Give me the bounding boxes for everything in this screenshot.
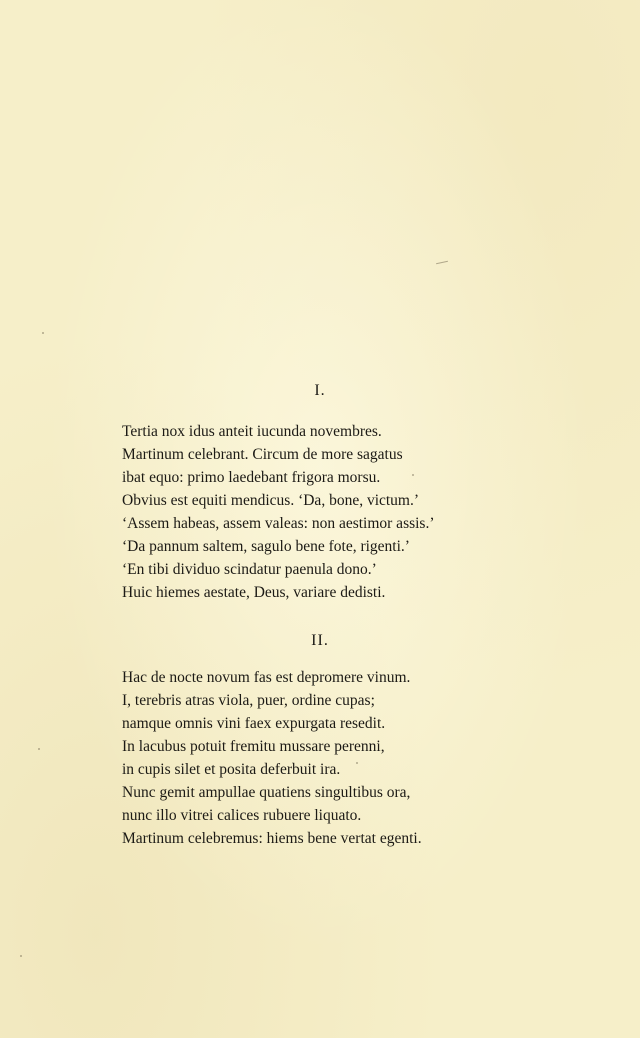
verse-line: Nunc gemit ampullae quatiens singultibus ora, [122, 784, 411, 801]
verse-line: Huic hiemes aestate, Deus, variare dedisti. [122, 584, 386, 601]
paper-speck [38, 748, 40, 750]
stanza-2 [122, 666, 422, 850]
verse-line: Obvius est equiti mendicus. ‘Da, bone, victum.’ [122, 492, 420, 509]
verse-line: ‘Assem habeas, assem valeas: non aestimor assis.’ [122, 515, 435, 532]
verse-line: ibat equo: primo laedebant frigora morsu. [122, 469, 381, 486]
paper-mark [436, 261, 448, 264]
verse-line: ‘Da pannum saltem, sagulo bene fote, rigenti.’ [122, 538, 410, 555]
stanza-1 [122, 420, 435, 604]
verse-line: I, terebris atras viola, puer, ordine cupas; [122, 692, 375, 709]
verse-line: Hac de nocte novum fas est depromere vinum. [122, 669, 411, 686]
verse-line: Tertia nox idus anteit iucunda novembres. [122, 423, 382, 440]
verse-line: Martinum celebremus: hiems bene vertat egenti. [122, 830, 422, 847]
verse-line: ‘En tibi dividuo scindatur paenula dono.’ [122, 561, 377, 578]
verse-line: namque omnis vini faex expurgata resedit. [122, 715, 386, 732]
section-numeral-2: II. [311, 632, 329, 649]
verse-line: Martinum celebrant. Circum de more sagatus [122, 446, 403, 463]
verse-line: in cupis silet et posita deferbuit ira. [122, 761, 341, 778]
verse-line: nunc illo vitrei calices rubuere liquato. [122, 807, 362, 824]
verse-line: In lacubus potuit fremitu mussare perenni, [122, 738, 385, 755]
paper-speck [42, 332, 44, 334]
section-numeral-1: I. [314, 382, 326, 399]
paper-speck [20, 955, 22, 957]
